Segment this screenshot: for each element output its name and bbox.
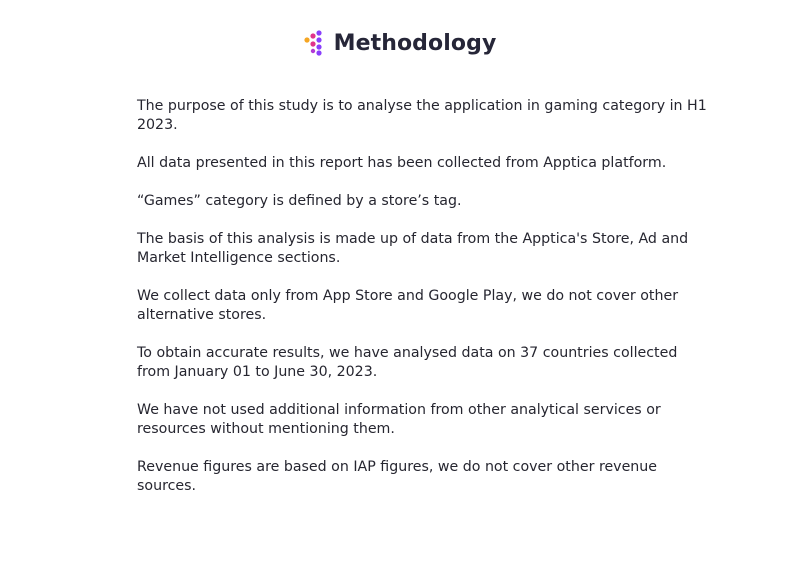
page-header (0, 30, 800, 56)
paragraph-revenue: Revenue figures are based on IAP figures, we do not cover other revenue sources. (137, 459, 658, 494)
paragraph-purpose: The purpose of this study is to analyse the application in gaming category in H1 2023. (137, 98, 707, 133)
apptica-logo-icon (304, 30, 326, 56)
page-title: Methodology (333, 30, 497, 56)
paragraph-countries-period: To obtain accurate results, we have analysed data on 37 countries collected from January 01 to June 30, 2023. (137, 345, 678, 380)
paragraph-stores: We collect data only from App Store and Google Play, we do not cover other alternative stores. (137, 288, 679, 323)
paragraph-additional-info: We have not used additional information from other analytical services or resources without mentioning them. (137, 402, 661, 437)
paragraph-analysis-basis: The basis of this analysis is made up of data from the Apptica's Store, Ad and Market Intelligence sections. (137, 231, 689, 266)
paragraph-games-category: “Games” category is defined by a store’s tag. (137, 193, 462, 209)
paragraph-data-source: All data presented in this report has been collected from Apptica platform. (137, 155, 667, 171)
methodology-text (137, 97, 707, 515)
